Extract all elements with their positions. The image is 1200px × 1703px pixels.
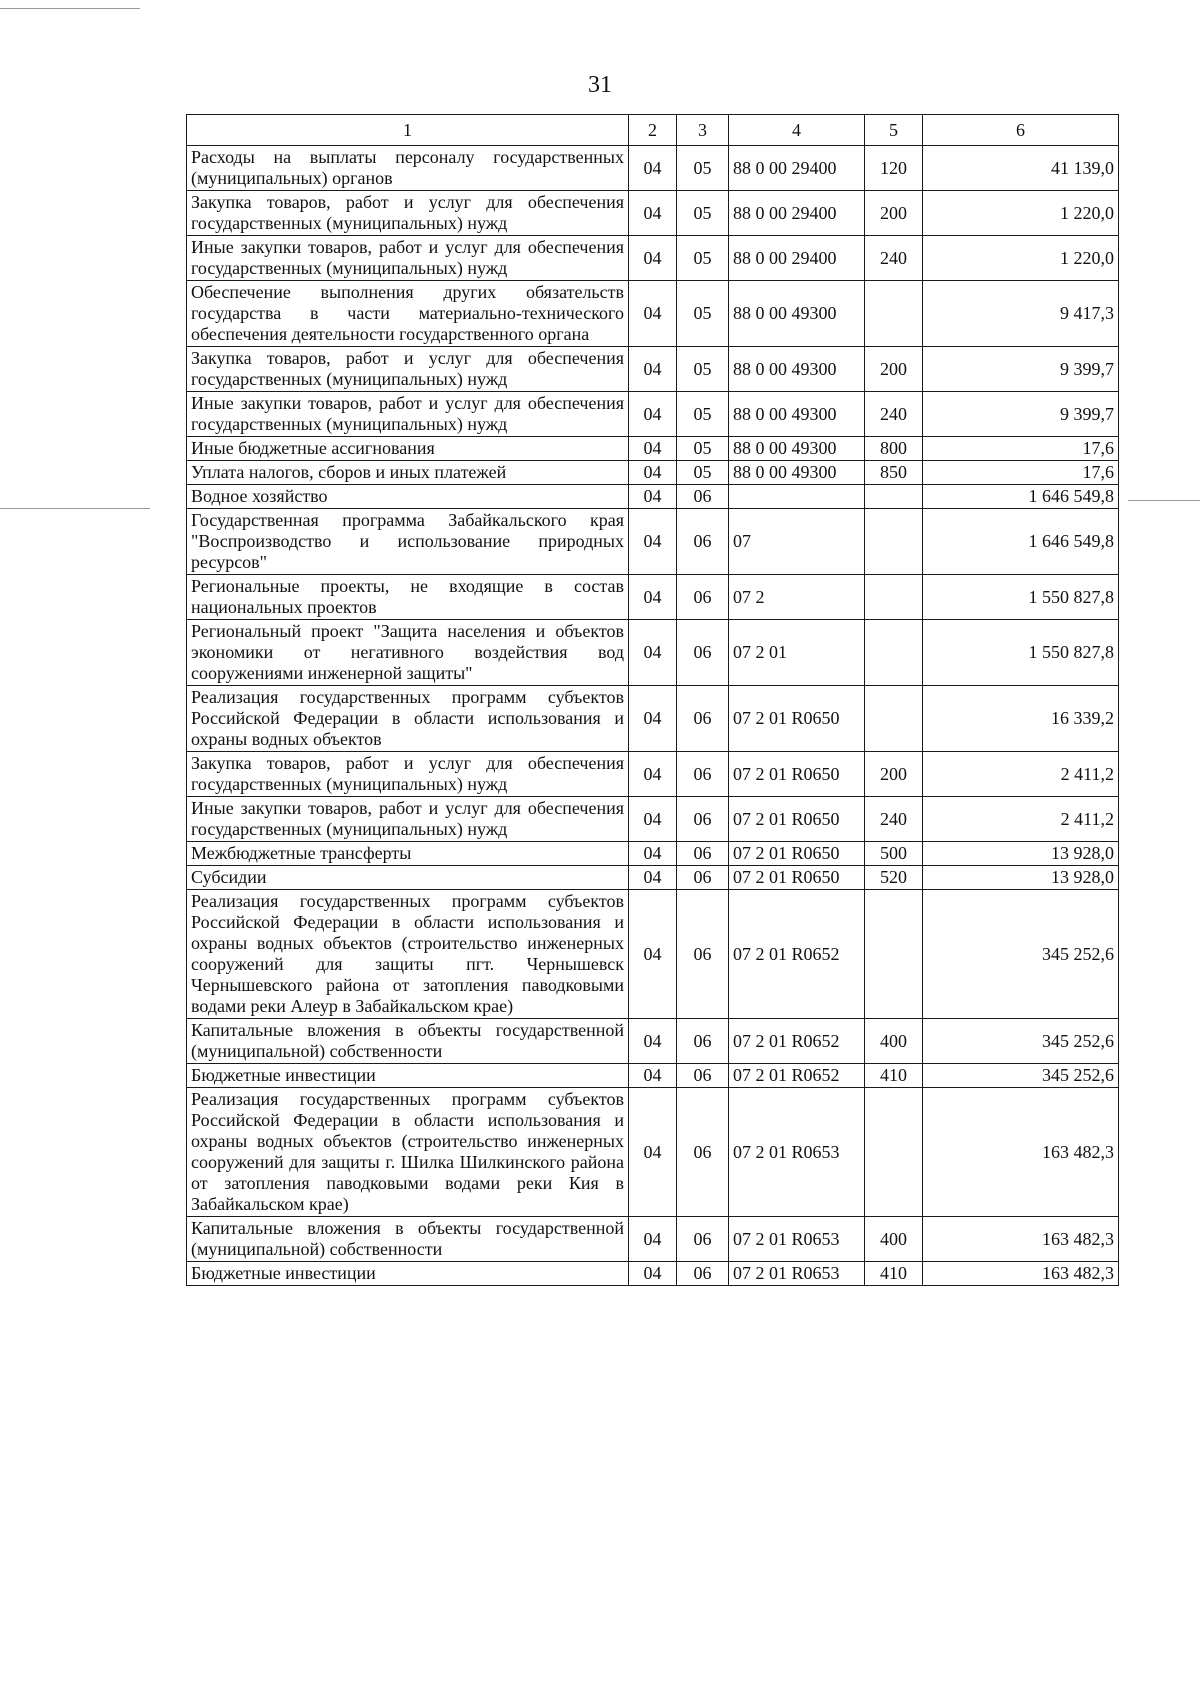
table-row	[187, 191, 1119, 236]
subsection-code-cell: 05	[677, 191, 729, 236]
expense-name-cell: Межбюджетные трансферты	[187, 842, 629, 866]
expense-type-cell	[865, 1088, 923, 1217]
expense-type-cell: 410	[865, 1262, 923, 1286]
expense-type-cell: 400	[865, 1019, 923, 1064]
section-code-cell: 04	[629, 575, 677, 620]
expense-type-cell	[865, 620, 923, 686]
target-article-cell: 07 2 01	[729, 620, 865, 686]
expense-type-cell: 240	[865, 797, 923, 842]
expense-name-cell: Иные закупки товаров, работ и услуг для обеспечения государственных (муниципальных) нужд	[187, 392, 629, 437]
section-code-cell: 04	[629, 1088, 677, 1217]
target-article-cell: 88 0 00 29400	[729, 236, 865, 281]
section-code-cell: 04	[629, 752, 677, 797]
subsection-code-cell: 06	[677, 1217, 729, 1262]
table-row	[187, 236, 1119, 281]
section-code-cell: 04	[629, 392, 677, 437]
column-header: 5	[865, 115, 923, 146]
target-article-cell: 07 2 01 R0653	[729, 1088, 865, 1217]
subsection-code-cell: 06	[677, 1019, 729, 1064]
column-header: 2	[629, 115, 677, 146]
amount-cell: 17,6	[923, 461, 1119, 485]
amount-cell: 17,6	[923, 437, 1119, 461]
amount-cell: 345 252,6	[923, 1064, 1119, 1088]
amount-cell: 9 399,7	[923, 392, 1119, 437]
target-article-cell: 07 2 01 R0652	[729, 1064, 865, 1088]
table-row	[187, 437, 1119, 461]
expense-name-cell: Капитальные вложения в объекты государственной (муниципальной) собственности	[187, 1019, 629, 1064]
target-article-cell: 07 2 01 R0652	[729, 890, 865, 1019]
expense-name-cell: Закупка товаров, работ и услуг для обеспечения государственных (муниципальных) нужд	[187, 347, 629, 392]
amount-cell: 2 411,2	[923, 752, 1119, 797]
expense-type-cell: 500	[865, 842, 923, 866]
target-article-cell: 88 0 00 49300	[729, 461, 865, 485]
section-code-cell: 04	[629, 890, 677, 1019]
amount-cell: 13 928,0	[923, 866, 1119, 890]
section-code-cell: 04	[629, 620, 677, 686]
table-row	[187, 842, 1119, 866]
table-row	[187, 281, 1119, 347]
expense-type-cell: 200	[865, 752, 923, 797]
expense-name-cell: Реализация государственных программ субъектов Российской Федерации в области использования и охраны водных объектов (строительство инженерных сооружений для защиты г. Шилка Шилкинского района от затопления паводковыми водами реки Кия в Забайкальском крае)	[187, 1088, 629, 1217]
scan-edge-mark	[0, 8, 140, 9]
table-body	[187, 146, 1119, 1286]
table-row	[187, 1217, 1119, 1262]
amount-cell: 1 646 549,8	[923, 485, 1119, 509]
table-header-row	[187, 115, 1119, 146]
section-code-cell: 04	[629, 191, 677, 236]
expense-type-cell: 400	[865, 1217, 923, 1262]
amount-cell: 41 139,0	[923, 146, 1119, 191]
expense-type-cell: 850	[865, 461, 923, 485]
subsection-code-cell: 05	[677, 461, 729, 485]
expense-type-cell	[865, 509, 923, 575]
target-article-cell: 88 0 00 29400	[729, 191, 865, 236]
section-code-cell: 04	[629, 686, 677, 752]
expense-type-cell	[865, 890, 923, 1019]
expense-type-cell: 240	[865, 236, 923, 281]
amount-cell: 163 482,3	[923, 1217, 1119, 1262]
section-code-cell: 04	[629, 1019, 677, 1064]
section-code-cell: 04	[629, 461, 677, 485]
target-article-cell: 07 2 01 R0650	[729, 797, 865, 842]
expense-name-cell: Закупка товаров, работ и услуг для обеспечения государственных (муниципальных) нужд	[187, 191, 629, 236]
subsection-code-cell: 06	[677, 485, 729, 509]
expense-type-cell	[865, 281, 923, 347]
expense-name-cell: Реализация государственных программ субъектов Российской Федерации в области использования и охраны водных объектов	[187, 686, 629, 752]
amount-cell: 16 339,2	[923, 686, 1119, 752]
table-row	[187, 890, 1119, 1019]
amount-cell: 345 252,6	[923, 890, 1119, 1019]
expense-type-cell: 800	[865, 437, 923, 461]
scan-edge-mark	[1128, 500, 1200, 501]
subsection-code-cell: 05	[677, 236, 729, 281]
section-code-cell: 04	[629, 1064, 677, 1088]
column-header: 3	[677, 115, 729, 146]
table-row	[187, 461, 1119, 485]
section-code-cell: 04	[629, 509, 677, 575]
section-code-cell: 04	[629, 485, 677, 509]
table-row	[187, 1088, 1119, 1217]
target-article-cell: 88 0 00 49300	[729, 281, 865, 347]
section-code-cell: 04	[629, 797, 677, 842]
page-number: 31	[588, 72, 612, 98]
subsection-code-cell: 05	[677, 347, 729, 392]
section-code-cell: 04	[629, 842, 677, 866]
expense-name-cell: Уплата налогов, сборов и иных платежей	[187, 461, 629, 485]
expense-type-cell	[865, 575, 923, 620]
table-row	[187, 347, 1119, 392]
expense-type-cell	[865, 485, 923, 509]
subsection-code-cell: 06	[677, 752, 729, 797]
subsection-code-cell: 05	[677, 392, 729, 437]
amount-cell: 13 928,0	[923, 842, 1119, 866]
subsection-code-cell: 06	[677, 842, 729, 866]
column-header: 1	[187, 115, 629, 146]
expense-name-cell: Иные закупки товаров, работ и услуг для обеспечения государственных (муниципальных) нужд	[187, 236, 629, 281]
target-article-cell: 07 2 01 R0650	[729, 842, 865, 866]
target-article-cell: 07 2 01 R0653	[729, 1262, 865, 1286]
section-code-cell: 04	[629, 347, 677, 392]
target-article-cell: 07 2 01 R0653	[729, 1217, 865, 1262]
amount-cell: 1 220,0	[923, 236, 1119, 281]
expense-name-cell: Водное хозяйство	[187, 485, 629, 509]
amount-cell: 1 220,0	[923, 191, 1119, 236]
section-code-cell: 04	[629, 146, 677, 191]
target-article-cell: 07 2 01 R0650	[729, 752, 865, 797]
target-article-cell: 88 0 00 49300	[729, 392, 865, 437]
expense-type-cell: 520	[865, 866, 923, 890]
expense-name-cell: Обеспечение выполнения других обязательств государства в части материально-технического обеспечения деятельности государственного органа	[187, 281, 629, 347]
table-row	[187, 1064, 1119, 1088]
expense-name-cell: Расходы на выплаты персоналу государственных (муниципальных) органов	[187, 146, 629, 191]
table-row	[187, 392, 1119, 437]
subsection-code-cell: 06	[677, 1262, 729, 1286]
table-row	[187, 1262, 1119, 1286]
subsection-code-cell: 06	[677, 509, 729, 575]
amount-cell: 1 550 827,8	[923, 575, 1119, 620]
expense-name-cell: Реализация государственных программ субъектов Российской Федерации в области использования и охраны водных объектов (строительство инженерных сооружений для защиты пгт. Чернышевск Чернышевского района от затопления паводковыми водами реки Алеур в Забайкальском крае)	[187, 890, 629, 1019]
table-row	[187, 620, 1119, 686]
table-row	[187, 686, 1119, 752]
section-code-cell: 04	[629, 281, 677, 347]
amount-cell: 9 417,3	[923, 281, 1119, 347]
table-row	[187, 866, 1119, 890]
subsection-code-cell: 06	[677, 686, 729, 752]
expense-name-cell: Иные закупки товаров, работ и услуг для обеспечения государственных (муниципальных) нужд	[187, 797, 629, 842]
column-header: 4	[729, 115, 865, 146]
section-code-cell: 04	[629, 437, 677, 461]
table-row	[187, 797, 1119, 842]
subsection-code-cell: 06	[677, 1088, 729, 1217]
expense-name-cell: Иные бюджетные ассигнования	[187, 437, 629, 461]
amount-cell: 1 646 549,8	[923, 509, 1119, 575]
target-article-cell: 07 2	[729, 575, 865, 620]
subsection-code-cell: 06	[677, 575, 729, 620]
subsection-code-cell: 05	[677, 146, 729, 191]
expense-type-cell: 200	[865, 347, 923, 392]
amount-cell: 2 411,2	[923, 797, 1119, 842]
amount-cell: 1 550 827,8	[923, 620, 1119, 686]
target-article-cell: 88 0 00 29400	[729, 146, 865, 191]
amount-cell: 163 482,3	[923, 1088, 1119, 1217]
target-article-cell: 07 2 01 R0652	[729, 1019, 865, 1064]
subsection-code-cell: 06	[677, 890, 729, 1019]
target-article-cell: 88 0 00 49300	[729, 437, 865, 461]
subsection-code-cell: 06	[677, 1064, 729, 1088]
subsection-code-cell: 05	[677, 281, 729, 347]
scan-edge-mark	[0, 508, 150, 509]
subsection-code-cell: 06	[677, 797, 729, 842]
section-code-cell: 04	[629, 866, 677, 890]
subsection-code-cell: 06	[677, 620, 729, 686]
expense-name-cell: Бюджетные инвестиции	[187, 1064, 629, 1088]
table-row	[187, 752, 1119, 797]
expense-name-cell: Закупка товаров, работ и услуг для обеспечения государственных (муниципальных) нужд	[187, 752, 629, 797]
expense-name-cell: Субсидии	[187, 866, 629, 890]
target-article-cell	[729, 485, 865, 509]
subsection-code-cell: 06	[677, 866, 729, 890]
section-code-cell: 04	[629, 1217, 677, 1262]
expense-name-cell: Государственная программа Забайкальского края "Воспроизводство и использование природных ресурсов"	[187, 509, 629, 575]
target-article-cell: 88 0 00 49300	[729, 347, 865, 392]
expense-type-cell: 410	[865, 1064, 923, 1088]
budget-table	[186, 114, 1119, 1286]
table-row	[187, 1019, 1119, 1064]
amount-cell: 163 482,3	[923, 1262, 1119, 1286]
section-code-cell: 04	[629, 236, 677, 281]
target-article-cell: 07 2 01 R0650	[729, 866, 865, 890]
expense-name-cell: Бюджетные инвестиции	[187, 1262, 629, 1286]
expense-name-cell: Региональный проект "Защита населения и объектов экономики от негативного воздействия вод сооружениями инженерной защиты"	[187, 620, 629, 686]
target-article-cell: 07	[729, 509, 865, 575]
section-code-cell: 04	[629, 1262, 677, 1286]
table-row	[187, 485, 1119, 509]
expense-name-cell: Региональные проекты, не входящие в состав национальных проектов	[187, 575, 629, 620]
expense-type-cell: 200	[865, 191, 923, 236]
target-article-cell: 07 2 01 R0650	[729, 686, 865, 752]
table-row	[187, 575, 1119, 620]
column-header: 6	[923, 115, 1119, 146]
expense-type-cell	[865, 686, 923, 752]
subsection-code-cell: 05	[677, 437, 729, 461]
table-row	[187, 509, 1119, 575]
amount-cell: 345 252,6	[923, 1019, 1119, 1064]
expense-name-cell: Капитальные вложения в объекты государственной (муниципальной) собственности	[187, 1217, 629, 1262]
expense-type-cell: 120	[865, 146, 923, 191]
table-row	[187, 146, 1119, 191]
amount-cell: 9 399,7	[923, 347, 1119, 392]
expense-type-cell: 240	[865, 392, 923, 437]
